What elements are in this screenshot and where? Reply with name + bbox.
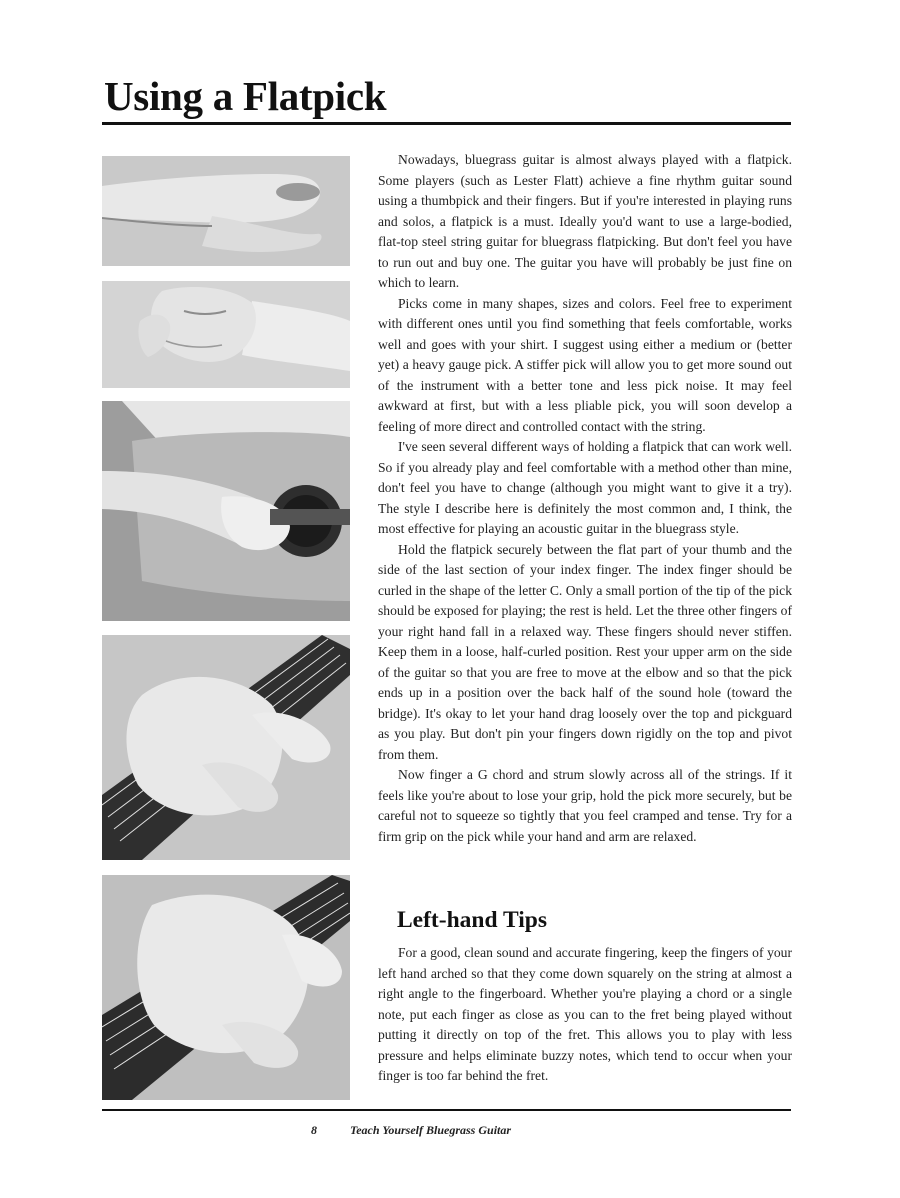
- paragraph: For a good, clean sound and accurate fingering, keep the fingers of your left hand arched so that they come down squarely on the string at almost a right angle to the fingerboard. Whether you're playing a chord or a single note, put each finger as close as you can to the fret being played without putting it directly on top of the fret. This allows you to play with less pressure and helps eliminate buzzy notes, which tend to occur when your finger is too far behind the fret.: [378, 945, 792, 1083]
- footer-rule: [102, 1109, 791, 1111]
- photo-hand-pick-grip: [102, 281, 350, 388]
- paragraph: I've seen several different ways of holding a flatpick that can work well. So if you already play and feel comfortable with a method other than mine, don't feel you have to change (although you might want to give it a try). The style I describe here is definitely the most common and, I think, the most effective for playing an acoustic guitar in the bluegrass style.: [378, 439, 792, 536]
- photo-hand-holding-pick-side: [102, 156, 350, 266]
- paragraph: Picks come in many shapes, sizes and colors. Feel free to experiment with different ones until you find something that feels comfortable, works well and goes with your shirt. I suggest using either a medium or (better yet) a heavy gauge pick. A stiffer pick will allow you to get more sound out of the instrument with a better tone and less pick noise. It may feel awkward at first, but with a less pliable pick, you will soon develop a feeling of more direct and controlled contact with the string.: [378, 295, 792, 434]
- paragraph: Hold the flatpick securely between the flat part of your thumb and the side of the last section of your index finger. The index finger should be curled in the shape of the letter C. Only a small portion of the tip of the pick should be exposed for playing; the rest is held. Let the three other fingers of your right hand fall in a relaxed way. These fingers should never stiffen. Keep them in a loose, half-curled position. Rest your upper arm on the side of the guitar so that you are free to move at the elbow and so that the pick ends up in a position over the back half of the sound hole (toward the bridge). It's okay to let your hand drag loosely over the top and pickguard as you play. But don't pin your fingers down rigidly on the top and pivot from them.: [378, 541, 792, 762]
- book-title: Teach Yourself Bluegrass Guitar: [350, 1123, 512, 1137]
- section-heading-left-hand-tips: Left-hand Tips: [397, 907, 547, 933]
- paragraph: Now finger a G chord and strum slowly across all of the strings. If it feels like you're about to lose your grip, hold the pick more securely, but be careful not to squeeze so tightly that you feel cramped and tense. Try for a firm grip on the pick while your hand and arm are relaxed.: [378, 767, 792, 844]
- body-text: [378, 150, 792, 847]
- paragraph: Nowadays, bluegrass guitar is almost always played with a flatpick. Some players (such as Lester Flatt) achieve a fine rhythm guitar sound using a thumbpick and their fingers. But if you're interested in playing runs and solos, a flatpick is a must. Ideally you'd want to use a large-bodied, flat-top steel string guitar for bluegrass flatpicking. But don't feel you have to run out and buy one. The guitar you have will probably be just fine on which to learn.: [378, 152, 792, 290]
- photo-left-hand-chord-2: [102, 875, 350, 1100]
- photo-strumming-guitar: [102, 401, 350, 621]
- photo-left-hand-chord-1: [102, 635, 350, 860]
- title-rule: [102, 122, 791, 125]
- left-hand-text: [378, 943, 792, 1087]
- page-number: 8: [311, 1123, 317, 1137]
- page-title: Using a Flatpick: [104, 73, 387, 119]
